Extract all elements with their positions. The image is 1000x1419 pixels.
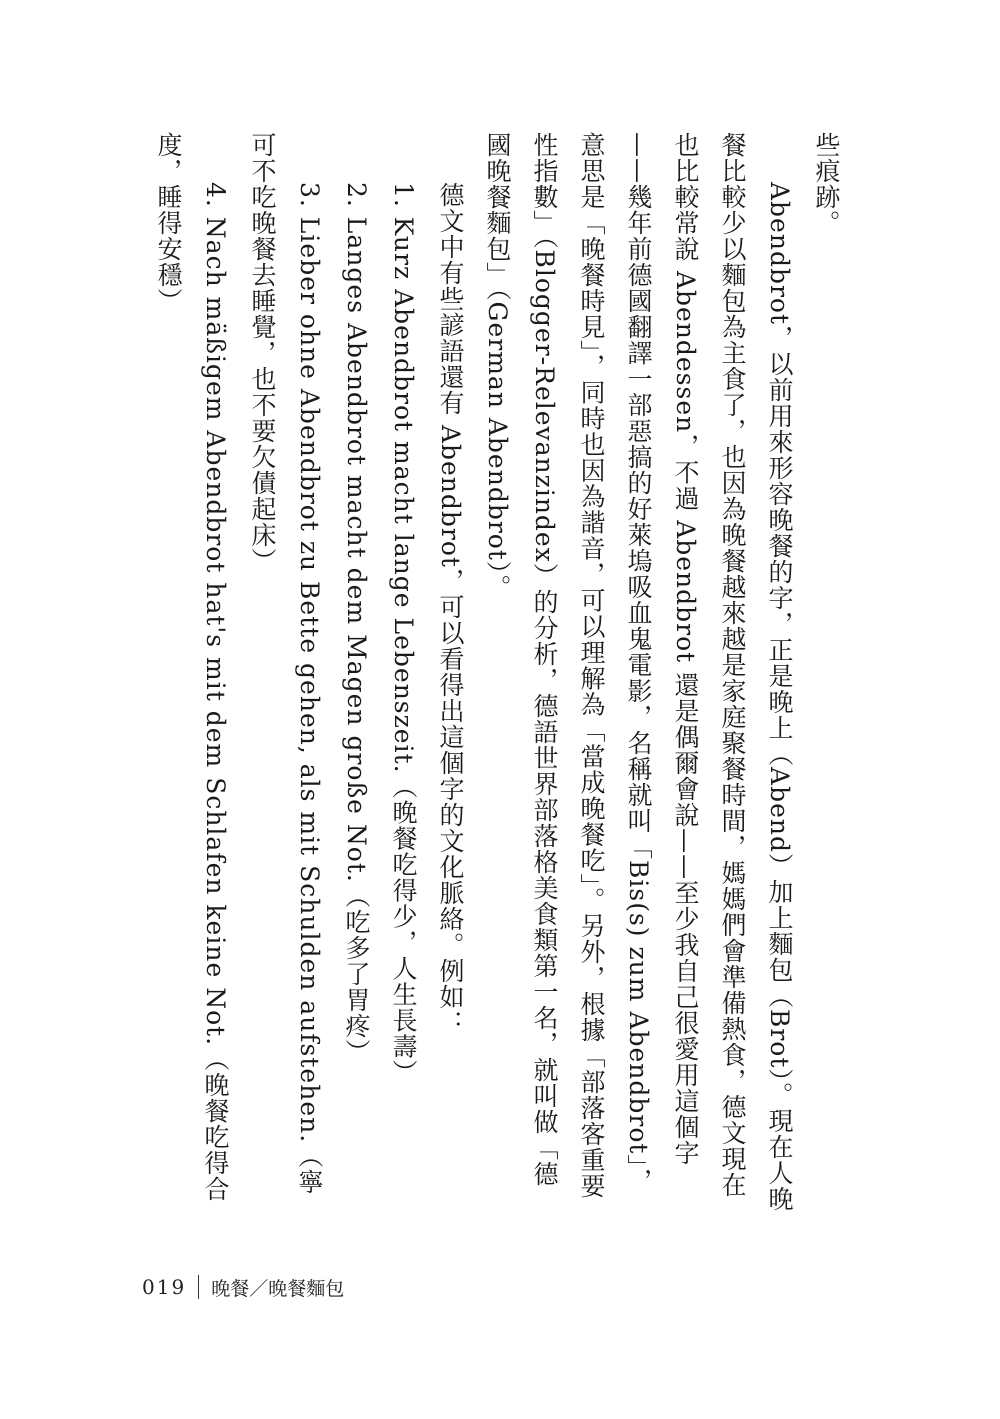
footer-divider bbox=[198, 1275, 199, 1299]
proverb-item-2: 2. Langes Abendbrot macht dem Magen große Not.（吃多了胃疼） bbox=[342, 182, 371, 1065]
proverb-item-4: 4. Nach mäßigem Abendbrot hat's mit dem Schlafen keine Not.（晚餐吃得合度，睡得安穩） bbox=[154, 132, 230, 1203]
paragraph-continuation: 些痕跡。 bbox=[812, 132, 841, 236]
proverb-item-1: 1. Kurz Abendbrot macht lange Lebenszeit.（晚餐吃得少，人生長壽） bbox=[389, 182, 418, 1086]
page-footer bbox=[142, 1272, 344, 1302]
chapter-title: 晚餐／晚餐麵包 bbox=[211, 1277, 345, 1300]
paragraph-abendbrot-definition: Abendbrot，以前用來形容晚餐的字，正是晚上（Abend）加上麵包（Brot）。現在人晚餐比較少以麵包為主食了，也因為晚餐越來越是家庭聚餐時間，媽媽們會準備熱食，德文現在也比較常說 Abendessen，不過 Abendbrot 還是偶爾會說——至少我自己很愛用這個字——幾年前德國翻譯一部惡搞的好萊塢吸血鬼電影，名稱就叫「Bis(s) zum Abendbrot」，意思是「晚餐時見」，同時也因為諧音，可以理解為「當成晚餐吃」。另外，根據「部落客重要性指數」（Blogger-Relevanzindex）的分析，德語世界部落格美食類第一名，就叫做「德國晚餐麵包」（German Abendbrot）。 bbox=[483, 132, 794, 1212]
proverb-item-3: 3. Lieber ohne Abendbrot zu Bette gehen, als mit Schulden aufstehen.（寧可不吃晚餐去睡覺，也不要欠債起床） bbox=[248, 132, 324, 1196]
page-number: 019 bbox=[142, 1275, 187, 1299]
vertical-body-text bbox=[150, 132, 850, 1212]
paragraph-proverbs-intro: 德文中有些諺語還有 Abendbrot，可以看得出這個字的文化脈絡。例如： bbox=[436, 182, 465, 1036]
